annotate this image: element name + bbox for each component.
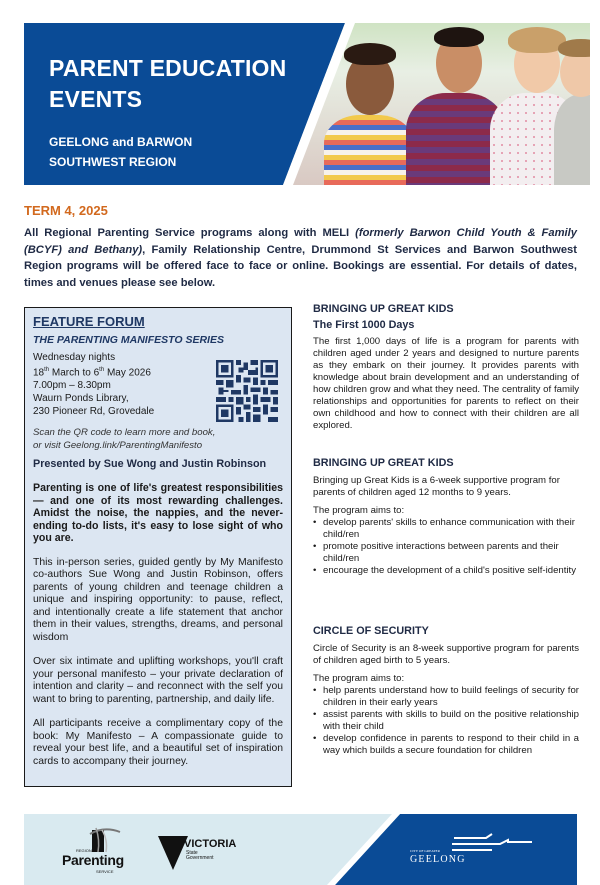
- title-line-1: PARENT EDUCATION: [49, 55, 287, 81]
- program-circle-of-security: [313, 625, 579, 757]
- forum-scan-instructions: [33, 426, 283, 452]
- forum-paragraph: Parenting is one of life's greatest responsibilities — and one of its most rewarding challenges. Amidst the noise, the nappies, and the never-ending to-do lists, it's easy to lose sight of who you are.: [33, 482, 283, 545]
- program-aims-label: The program aims to:: [313, 673, 405, 684]
- intro-italic: (formerly Barwon Child Youth & Family (BCYF) and Bethany): [24, 227, 577, 256]
- program-aims-list: [313, 517, 579, 577]
- forum-paragraph: This in-person series, guided gently by My Manifesto co-authors Sue Wong and Justin Robinson, offers parents of young children and teenage children a unique and inspiring opportunity: to pause, reflect, and intentionally create a life statement that anchor them in their values, strengths, dreams, and personal wisdom: [33, 556, 283, 643]
- program-description: The first 1,000 days of life is a program for parents with children aged under 2 years and designed to nurture parents as they embark on their journey. It provides parents with knowledge about brain development and an understanding of how children grow and what they need. The centrality of family relationships and opportunities for parents to reflect on their own childhood and how to connect with their children are all explored.: [313, 336, 579, 431]
- title-line-2: EVENTS: [49, 86, 143, 112]
- forum-series-title: THE PARENTING MANIFESTO SERIES: [33, 334, 224, 346]
- aim-item: • promote positive interactions between parents and their child/ren: [313, 541, 579, 565]
- subtitle-line-2: SOUTHWEST REGION: [49, 155, 177, 169]
- aim-item: • assist parents with skills to build on the positive relationship with their child: [313, 709, 579, 733]
- forum-address: 230 Pioneer Rd, Grovedale: [33, 406, 155, 418]
- date-end-sup: th: [99, 367, 105, 373]
- forum-venue: Waurn Ponds Library,: [33, 393, 129, 405]
- forum-presenters: Presented by Sue Wong and Justin Robinson: [33, 458, 267, 471]
- qr-code[interactable]: [216, 360, 278, 422]
- rp-service: SERVICE: [96, 869, 114, 874]
- city-of-greater-geelong-logo: [410, 826, 560, 876]
- forum-time: 7.00pm – 8.30pm: [33, 380, 111, 392]
- intro-paragraph: [24, 225, 577, 291]
- feature-forum-box: [24, 307, 292, 787]
- scan-link[interactable]: or visit Geelong.link/ParentingManifesto: [33, 440, 203, 452]
- program-first-1000-days: [313, 303, 579, 432]
- forum-paragraph: Over six intimate and uplifting workshops, you'll craft your personal manifesto – your private declaration of intention and clarity – and reconnect with the self you want to bring to parenting, partnership, and daily life.: [33, 656, 283, 705]
- program-aims-list: [313, 685, 579, 757]
- vic-state: State: [186, 850, 198, 856]
- geelong-city-of-greater: CITY OF GREATER: [410, 849, 441, 853]
- rp-parenting: Parenting: [62, 852, 124, 868]
- geelong-waves-icon: [452, 832, 532, 854]
- footer-banner: [24, 814, 577, 885]
- victoria-state-government: [186, 851, 226, 861]
- rp-regional: REGIONAL: [76, 848, 97, 853]
- region-subtitle: [49, 132, 192, 172]
- subtitle-line-1: GEELONG and BARWON: [49, 135, 193, 149]
- forum-heading: FEATURE FORUM: [33, 314, 145, 329]
- forum-paragraph: All participants receive a complimentary copy of the book: My Manifesto – A compassionate guide to reveal your best life, and a beautiful set of inspiration cards to accompany their journey.: [33, 718, 283, 767]
- program-description: Bringing up Great Kids is a 6-week supportive program for parents of children aged 12 months to 9 years.: [313, 475, 560, 498]
- vic-government: Government: [186, 855, 214, 861]
- aim-item: • help parents understand how to build feelings of security for children in their early years: [313, 685, 579, 709]
- header-banner: [24, 23, 590, 185]
- aim-item: • encourage the development of a child's positive self-identity: [313, 565, 579, 577]
- program-bringing-up-great-kids: [313, 457, 579, 577]
- program-heading: BRINGING UP GREAT KIDS: [313, 303, 454, 315]
- date-start-day: 18: [33, 367, 45, 379]
- geelong-name: GEELONG: [410, 854, 466, 865]
- intro-text-2: , Family Relationship Centre, Drummond St Services and Barwon Southwest Region programs will be offered face to face or online. Bookings are essential. For details of dates, times and venues please see below.: [24, 243, 578, 289]
- program-aims-label: The program aims to:: [313, 505, 405, 516]
- aim-item: • develop confidence in parents to respond to their child in a way which builds a secure foundation for children: [313, 733, 579, 757]
- term-label: TERM 4, 2025: [24, 203, 108, 218]
- intro-text-1: All Regional Parenting Service programs along with MELI: [24, 227, 356, 239]
- victoria-wordmark: VICTORIA: [184, 838, 237, 850]
- program-heading: CIRCLE OF SECURITY: [313, 625, 429, 637]
- page-title: [49, 53, 286, 115]
- date-end: May 2026: [104, 367, 151, 379]
- date-mid: March to 6: [49, 367, 100, 379]
- aim-item: • develop parents' skills to enhance communication with their child/ren: [313, 517, 579, 541]
- date-start-sup: th: [44, 367, 50, 373]
- program-heading: BRINGING UP GREAT KIDS: [313, 457, 454, 469]
- forum-day: Wednesday nights: [33, 352, 116, 363]
- program-subheading: The First 1000 Days: [313, 319, 415, 331]
- victoria-government-logo: [158, 832, 237, 872]
- scan-line-1: Scan the QR code to learn more and book,: [33, 427, 216, 439]
- regional-parenting-logo: [62, 824, 132, 879]
- program-description: Circle of Security is an 8-week supportive program for parents of children aged birth to 5 years.: [313, 643, 579, 666]
